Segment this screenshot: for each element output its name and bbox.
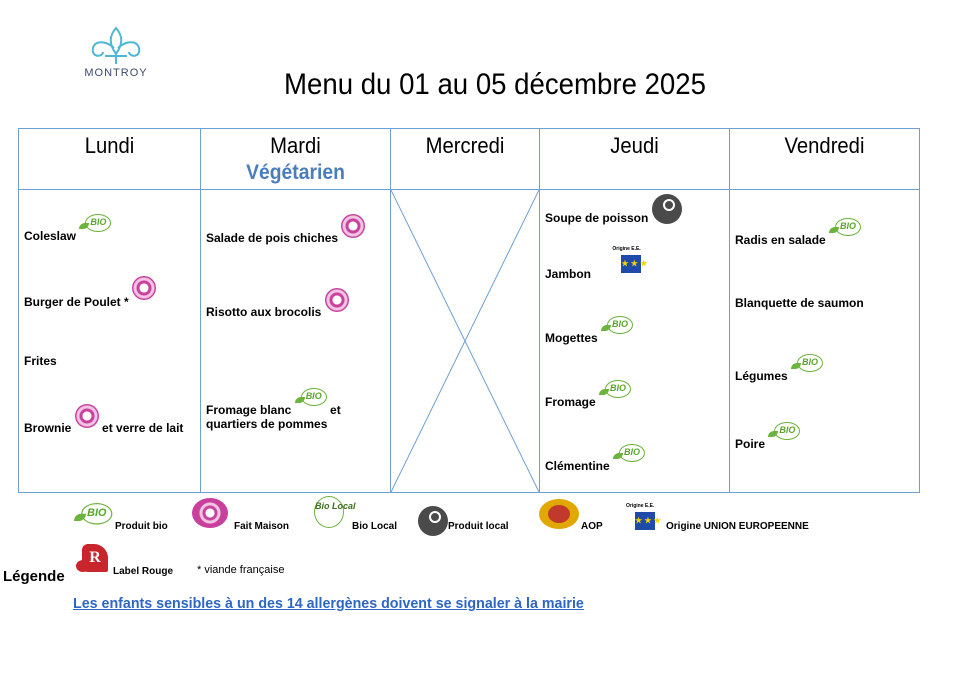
menu-item: [24, 214, 111, 243]
day-header-lundi: [19, 129, 201, 190]
menu-item-label: Fromage blanc: [206, 403, 292, 417]
menu-item: [545, 380, 631, 409]
bio-icon: BIO: [601, 316, 633, 336]
aop-icon: [539, 499, 579, 529]
legend-label: Produit local: [448, 521, 509, 532]
day-name: Lundi: [84, 133, 135, 158]
legend-entry-aop: [539, 499, 603, 532]
legend-label: Bio Local: [352, 521, 398, 532]
fait-maison-icon: [75, 404, 99, 428]
menu-item-label: Clémentine: [545, 459, 610, 473]
produit-local-icon: [418, 506, 448, 536]
bio-icon: BIO: [599, 380, 631, 400]
fait-maison-icon: [132, 276, 156, 300]
logo-name: MONTROY: [84, 67, 148, 79]
day-name: Jeudi: [610, 133, 659, 158]
menu-table: [18, 128, 920, 493]
menu-item: [545, 444, 645, 473]
menu-item-label: Frites: [24, 354, 57, 368]
menu-item-label: Radis en salade: [735, 233, 826, 247]
bio-icon: BIO: [791, 354, 823, 374]
bio-icon: BIO: [829, 218, 861, 238]
day-name: Vendredi: [784, 133, 865, 158]
day-header-vendredi: [730, 129, 920, 190]
legend-entry-label-rouge: [76, 544, 174, 577]
menu-item-label: quartiers de pommes: [206, 417, 328, 431]
menu-item: [735, 218, 861, 247]
menu-item: [206, 214, 365, 245]
menu-item-label: Salade de pois chiches: [206, 231, 339, 245]
menu-item: [735, 354, 823, 383]
menu-item-label: Soupe de poisson: [545, 211, 649, 225]
menu-item-label: Légumes: [735, 369, 788, 383]
legend-label: Origine UNION EUROPEENNE: [666, 521, 809, 532]
legend-entry-bio: [74, 503, 168, 532]
day-menu-vendredi: [730, 190, 920, 493]
origine-ue-icon: Origine E.E. ★ ★ ★: [618, 246, 644, 276]
day-header-jeudi: [540, 129, 730, 190]
menu-item-label: Fromage: [545, 395, 596, 409]
menu-item-label: Jambon: [545, 267, 592, 281]
bio-icon: BIO: [74, 503, 112, 527]
legend-label: Label Rouge: [113, 566, 174, 577]
day-menu-jeudi: [540, 190, 730, 493]
menu-item-extra: et verre de lait: [102, 421, 184, 435]
day-menu-mardi: [201, 190, 391, 493]
legend-label: Fait Maison: [234, 521, 290, 532]
bio-local-icon: Bio Local: [314, 496, 344, 528]
menu-item-label: Poire: [735, 437, 766, 451]
day-name: Mercredi: [425, 133, 505, 158]
menu-item: [545, 246, 648, 281]
label-rouge-icon: R: [76, 544, 110, 572]
no-menu-cross: [391, 190, 539, 492]
menu-item: [735, 422, 800, 451]
menu-item-label: Brownie: [24, 421, 72, 435]
menu-item-label: Burger de Poulet *: [24, 295, 129, 309]
day-menu-lundi: [19, 190, 201, 493]
legend-label: Produit bio: [115, 521, 168, 532]
menu-item: [24, 276, 156, 309]
menu-item: [24, 404, 183, 435]
allergen-notice: Les enfants sensibles à un des 14 allergènes doivent se signaler à la mairie: [73, 595, 584, 612]
legend-entry-fait-maison: [192, 498, 290, 532]
legend-title: Légende: [3, 568, 65, 585]
day-header-mercredi: [391, 129, 540, 190]
legend-entry-origine-ue: [626, 503, 809, 533]
menu-item-extra: et: [330, 403, 341, 417]
day-name: Mardi: [270, 133, 321, 158]
origine-ue-icon: Origine E.E. ★ ★ ★: [632, 503, 658, 533]
legend-entry-produit-local: [418, 506, 509, 536]
menu-item-line2: [206, 417, 327, 431]
menu-item-label: Risotto aux brocolis: [206, 305, 322, 319]
legend-entry-viande-francaise: [197, 564, 284, 576]
legend-label: * viande française: [197, 564, 285, 576]
day-header-row: [19, 129, 920, 190]
fait-maison-icon: [192, 498, 228, 528]
menu-item: [545, 194, 682, 225]
bio-icon: BIO: [295, 388, 327, 408]
legend-label: AOP: [581, 521, 603, 532]
menu-item-label: Mogettes: [545, 331, 598, 345]
legend-entry-bio-local: [314, 496, 398, 532]
menu-item: [206, 288, 349, 319]
produit-local-icon: [652, 194, 682, 224]
menu-item: [206, 388, 341, 417]
fleur-de-lis-icon: [81, 26, 151, 66]
day-body-row: [19, 190, 920, 493]
day-menu-mercredi: [391, 190, 540, 493]
fait-maison-icon: [325, 288, 349, 312]
vegetarian-label: Végétarien: [246, 161, 345, 184]
bio-icon: BIO: [79, 214, 111, 234]
bio-icon: BIO: [613, 444, 645, 464]
menu-item: [24, 354, 57, 368]
menu-item-label: Coleslaw: [24, 229, 77, 243]
menu-item: [545, 316, 633, 345]
page-title: Menu du 01 au 05 décembre 2025: [284, 68, 706, 101]
fait-maison-icon: [341, 214, 365, 238]
menu-item-label: Blanquette de saumon: [735, 296, 864, 310]
bio-icon: BIO: [768, 422, 800, 442]
day-header-mardi: [201, 129, 391, 190]
menu-item: [735, 296, 864, 310]
